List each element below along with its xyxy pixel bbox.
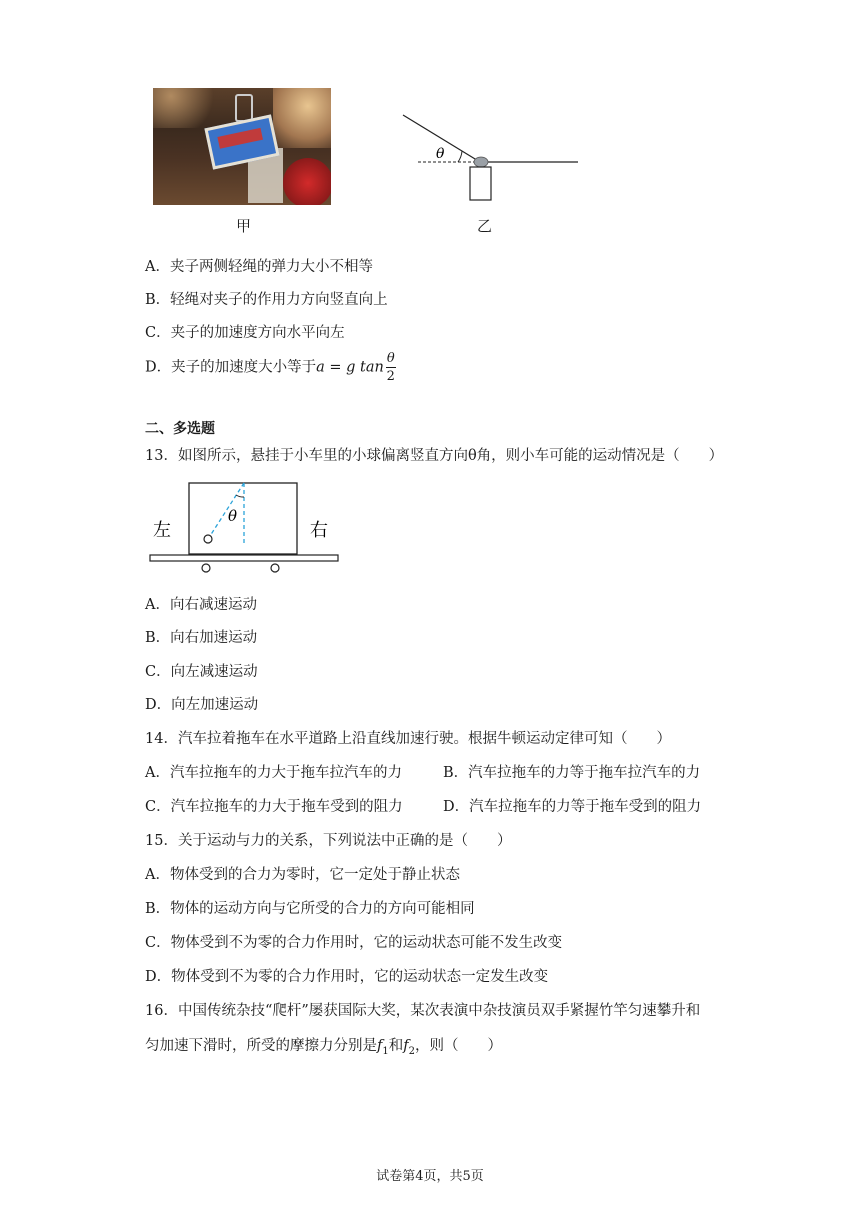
q16-f2-sub: 2 bbox=[408, 1045, 415, 1057]
q16-stem-prefix: 匀加速下滑时，所受的摩擦力分别是 bbox=[145, 1038, 377, 1054]
q13-cart-diagram bbox=[148, 478, 343, 576]
q14-option-b: B．汽车拉拖车的力等于拖车拉汽车的力 bbox=[443, 765, 701, 781]
q15-option-d: D．物体受到不为零的合力作用时，它的运动状态一定发生改变 bbox=[145, 969, 549, 985]
photo-clip-on-rope bbox=[153, 88, 331, 205]
q12-formula-fraction bbox=[386, 352, 396, 383]
q12-option-d bbox=[145, 352, 396, 383]
q13-left-label: 左 bbox=[153, 520, 171, 541]
figure-jia-caption: 甲 bbox=[236, 217, 252, 235]
q16-stem-line2 bbox=[145, 1034, 502, 1057]
q13-stem: 13．如图所示，悬挂于小车里的小球偏离竖直方向θ角，则小车可能的运动情况是（ ） bbox=[145, 448, 724, 464]
q12-option-c: C．夹子的加速度方向水平向左 bbox=[145, 325, 345, 341]
q16-and: 和 bbox=[388, 1038, 404, 1054]
q13-option-c: C．向左减速运动 bbox=[145, 664, 258, 680]
q14-option-d: D．汽车拉拖车的力等于拖车受到的阻力 bbox=[443, 799, 702, 815]
q13-option-b: B．向右加速运动 bbox=[145, 630, 258, 646]
q14-option-c: C．汽车拉拖车的力大于拖车受到的阻力 bbox=[145, 799, 403, 815]
q13-option-a: A．向右减速运动 bbox=[145, 597, 257, 613]
page-footer: 试卷第4页，共5页 bbox=[376, 1169, 484, 1184]
q16-f1: f bbox=[377, 1038, 383, 1054]
q13-angle-label: θ bbox=[228, 507, 238, 525]
q13-right-label: 右 bbox=[310, 520, 328, 541]
q12-formula-lhs: a = g tan bbox=[316, 359, 384, 376]
q13-option-d: D．向左加速运动 bbox=[145, 697, 259, 713]
q16-f1-sub: 1 bbox=[382, 1045, 389, 1057]
q14-stem: 14．汽车拉着拖车在水平道路上沿直线加速行驶。根据牛顿运动定律可知（ ） bbox=[145, 731, 671, 747]
q16-f2: f bbox=[403, 1038, 409, 1054]
q12-frac-num: θ bbox=[386, 351, 395, 366]
q15-option-b: B．物体的运动方向与它所受的合力的方向可能相同 bbox=[145, 901, 475, 917]
q15-option-a: A．物体受到的合力为零时，它一定处于静止状态 bbox=[145, 867, 460, 883]
figure-yi-angle-label: θ bbox=[436, 146, 445, 162]
q14-option-a: A．汽车拉拖车的力大于拖车拉汽车的力 bbox=[145, 765, 402, 781]
q15-stem: 15．关于运动与力的关系，下列说法中正确的是（ ） bbox=[145, 833, 512, 849]
q16-stem-line1: 16．中国传统杂技“爬杆”屡获国际大奖，某次表演中杂技演员双手紧握竹竿匀速攀升和 bbox=[145, 1003, 701, 1019]
q12-frac-den: 2 bbox=[386, 369, 395, 384]
figure-yi-caption: 乙 bbox=[477, 217, 493, 235]
q12-option-a: A．夹子两侧轻绳的弹力大小不相等 bbox=[145, 259, 373, 275]
figure-yi-diagram bbox=[398, 110, 583, 205]
q16-stem-suffix: ，则（ ） bbox=[415, 1038, 502, 1054]
q12-option-b: B．轻绳对夹子的作用力方向竖直向上 bbox=[145, 292, 388, 308]
q12-option-d-prefix: D．夹子的加速度大小等于 bbox=[145, 359, 317, 376]
section-title-multiple-choice: 二、多选题 bbox=[145, 421, 215, 437]
q15-option-c: C．物体受到不为零的合力作用时，它的运动状态可能不发生改变 bbox=[145, 935, 563, 951]
